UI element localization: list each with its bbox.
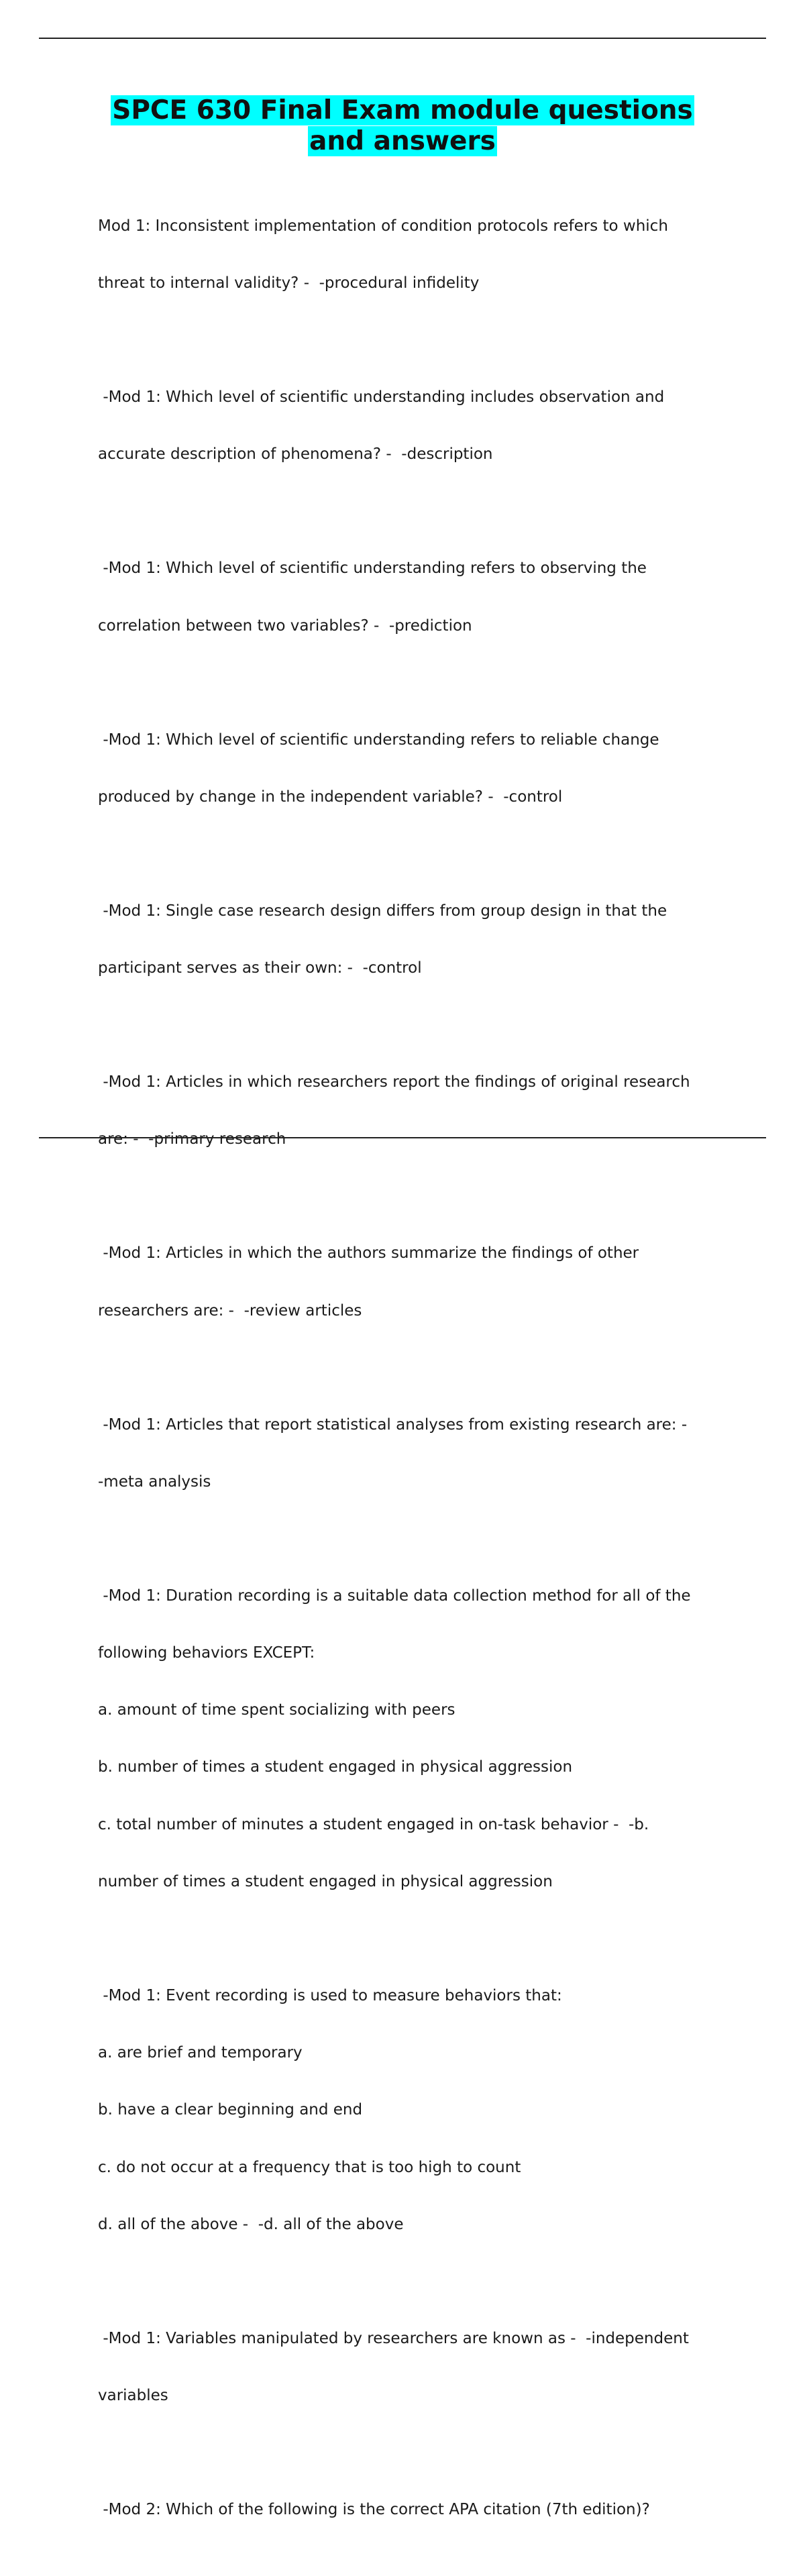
qa-item <box>98 692 729 845</box>
qa-line: correlation between two variables? - -prediction <box>98 616 472 635</box>
qa-line: participant serves as their own: - -control <box>98 959 422 977</box>
qa-item <box>98 1377 729 1529</box>
qa-line: -Mod 1: Articles in which researchers report the findings of original research <box>98 1073 690 1091</box>
qa-item <box>98 1206 729 1358</box>
qa-line: researchers are: - -review articles <box>98 1301 362 1320</box>
qa-option: b. number of times a student engaged in physical aggression <box>98 1758 573 1776</box>
qa-line: -Mod 1: Variables manipulated by researchers are known as - -independent <box>98 2329 689 2347</box>
qa-line: -Mod 1: Duration recording is a suitable data collection method for all of the <box>98 1587 691 1605</box>
qa-line: -Mod 1: Articles in which the authors summarize the findings of other <box>98 1244 639 1263</box>
qa-line: variables <box>98 2387 168 2405</box>
qa-line: threat to internal validity? - -procedural infidelity <box>98 274 480 292</box>
qa-list <box>98 178 729 2576</box>
qa-item <box>98 2291 729 2443</box>
qa-option: a. are brief and temporary <box>98 2044 303 2062</box>
qa-option: b. have a clear beginning and end <box>98 2101 363 2119</box>
qa-line: Mod 1: Inconsistent implementation of condition protocols refers to which <box>98 217 668 235</box>
qa-item <box>98 1548 729 1929</box>
qa-line: -meta analysis <box>98 1472 211 1491</box>
qa-line: number of times a student engaged in physical aggression <box>98 1872 553 1890</box>
qa-line: -Mod 1: Articles that report statistical analyses from existing research are: - <box>98 1415 688 1434</box>
qa-item <box>98 1948 729 2272</box>
qa-item <box>98 2462 729 2557</box>
top-rule <box>39 38 766 39</box>
qa-item <box>98 350 729 502</box>
qa-line: following behaviors EXCEPT: <box>98 1644 315 1662</box>
qa-line: -Mod 2: Which of the following is the correct APA citation (7th edition)? <box>98 2501 650 2519</box>
qa-line: accurate description of phenomena? - -description <box>98 445 493 464</box>
qa-line: -Mod 1: Which level of scientific understanding refers to observing the <box>98 559 647 578</box>
qa-line: -Mod 1: Event recording is used to measure behaviors that: <box>98 1986 562 2004</box>
bottom-rule <box>39 1137 766 1138</box>
qa-item <box>98 1034 729 1187</box>
qa-line: are: - -primary research <box>98 1130 286 1148</box>
qa-option: c. total number of minutes a student engaged in on-task behavior - -b. <box>98 1815 649 1833</box>
qa-line: produced by change in the independent variable? - -control <box>98 788 563 806</box>
qa-line: -Mod 1: Single case research design differs from group design in that the <box>98 902 667 920</box>
qa-line: -Mod 1: Which level of scientific understanding includes observation and <box>98 388 665 407</box>
qa-item <box>98 863 729 1016</box>
title-block <box>98 95 707 157</box>
qa-option: a. amount of time spent socializing with peers <box>98 1701 455 1719</box>
qa-item <box>98 521 729 674</box>
qa-option: c. do not occur at a frequency that is too high to count <box>98 2158 521 2176</box>
qa-option: d. all of the above - -d. all of the above <box>98 2215 404 2233</box>
qa-line: -Mod 1: Which level of scientific understanding refers to reliable change <box>98 731 659 749</box>
qa-item <box>98 178 729 331</box>
document-title: SPCE 630 Final Exam module questions and answers <box>112 95 693 156</box>
